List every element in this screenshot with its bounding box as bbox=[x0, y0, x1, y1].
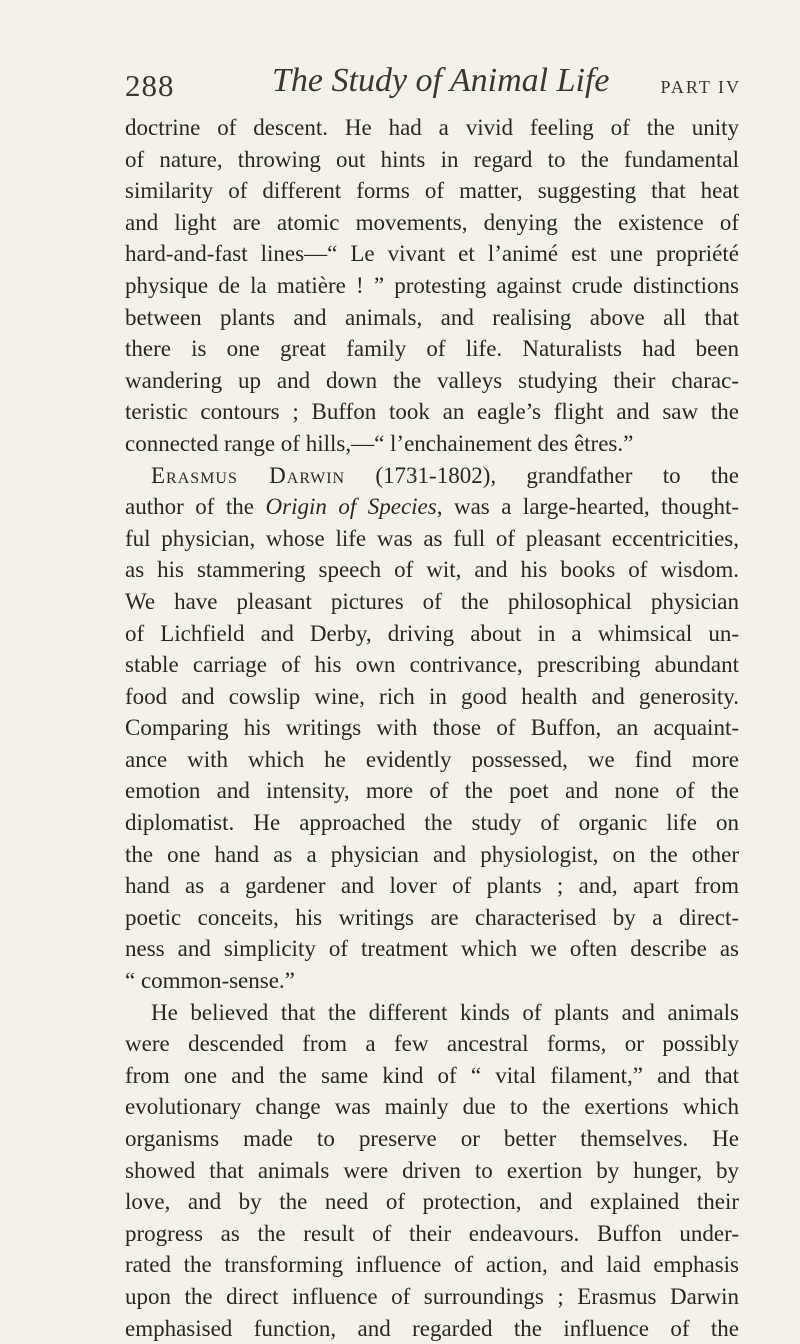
text-line: between plants and animals, and realising above all that bbox=[125, 304, 739, 330]
text-line: physique de la matière ! ” protesting against crude distinctions bbox=[125, 272, 739, 298]
text-line: of nature, throwing out hints in regard to the fundamental bbox=[125, 146, 739, 172]
text-line: “ common-sense.” bbox=[125, 968, 295, 994]
text-line: emphasised function, and regarded the influence of the bbox=[125, 1315, 739, 1341]
page-header bbox=[125, 62, 745, 112]
text-line: doctrine of descent. He had a vivid feeling of the unity bbox=[125, 115, 739, 140]
text-line: upon the direct influence of surroundings ; Erasmus Darwin bbox=[125, 1283, 739, 1309]
text-line: rated the transforming influence of action, and laid emphasis bbox=[125, 1252, 739, 1278]
text-line: as his stammering speech of wit, and his books of wisdom. bbox=[125, 557, 739, 583]
text-line: diplomatist. He approached the study of organic life on bbox=[125, 810, 739, 836]
text-line: love, and by the need of protection, and explained their bbox=[125, 1189, 739, 1215]
text-line: wandering up and down the valleys studying their charac- bbox=[125, 367, 739, 393]
text-line: connected range of hills,—“ l’enchainement des êtres.” bbox=[125, 430, 634, 456]
text-line: ful physician, whose life was as full of pleasant eccentricities, bbox=[125, 525, 739, 551]
text-line: organisms made to preserve or better themselves. He bbox=[125, 1126, 739, 1151]
text-line: the one hand as a physician and physiologist, on the other bbox=[125, 841, 739, 867]
page-number: 288 bbox=[125, 68, 175, 103]
text-line: similarity of different forms of matter, suggesting that heat bbox=[125, 178, 739, 204]
text-line: progress as the result of their endeavours. Buffon under- bbox=[125, 1220, 739, 1246]
line-text: , was a large-hearted, thought- bbox=[436, 494, 740, 520]
text-line: showed that animals were driven to exertion by hunger, by bbox=[125, 1157, 739, 1183]
text-line: emotion and intensity, more of the poet and none of the bbox=[125, 778, 739, 804]
text-line bbox=[125, 460, 739, 492]
text-line: ness and simplicity of treatment which we often describe as bbox=[125, 936, 739, 962]
line-text: author of the bbox=[125, 494, 266, 520]
text-line: stable carriage of his own contrivance, prescribing abundant bbox=[125, 652, 739, 678]
text-line: poetic conceits, his writings are characterised by a direct- bbox=[125, 904, 739, 930]
text-line: ance with which he evidently possessed, we find more bbox=[125, 746, 739, 772]
book-title: Origin of Species bbox=[265, 494, 437, 520]
text-line: teristic contours ; Buffon took an eagle’s flight and saw the bbox=[125, 399, 739, 425]
text-line: hand as a gardener and lover of plants ; and, apart from bbox=[125, 873, 739, 899]
text-line: of Lichfield and Derby, driving about in a whimsical un- bbox=[125, 620, 739, 646]
text-line: and light are atomic movements, denying the existence of bbox=[125, 209, 739, 235]
text-line: evolutionary change was mainly due to the exertions which bbox=[125, 1094, 739, 1120]
text-line: were descended from a few ancestral forms, or possibly bbox=[125, 1031, 739, 1057]
body-text bbox=[125, 112, 739, 1344]
text-line bbox=[125, 491, 739, 523]
text-line: there is one great family of life. Naturalists had been bbox=[125, 336, 739, 362]
line-text: (1731-1802), grandfather to the bbox=[345, 462, 739, 488]
text-line: from one and the same kind of “ vital filament,” and that bbox=[125, 1062, 739, 1088]
text-line: food and cowslip wine, rich in good health and generosity. bbox=[125, 683, 739, 709]
text-line: Comparing his writings with those of Buffon, an acquaint- bbox=[125, 715, 739, 741]
running-title: The Study of Animal Life bbox=[272, 62, 610, 99]
text-line: hard-and-fast lines—“ Le vivant et l’animé est une propriété bbox=[125, 241, 739, 267]
text-line: He believed that the different kinds of plants and animals bbox=[151, 999, 739, 1025]
text-line: We have pleasant pictures of the philosophical physician bbox=[125, 588, 739, 614]
person-name: Erasmus Darwin bbox=[151, 462, 346, 488]
part-label: PART IV bbox=[660, 77, 741, 97]
